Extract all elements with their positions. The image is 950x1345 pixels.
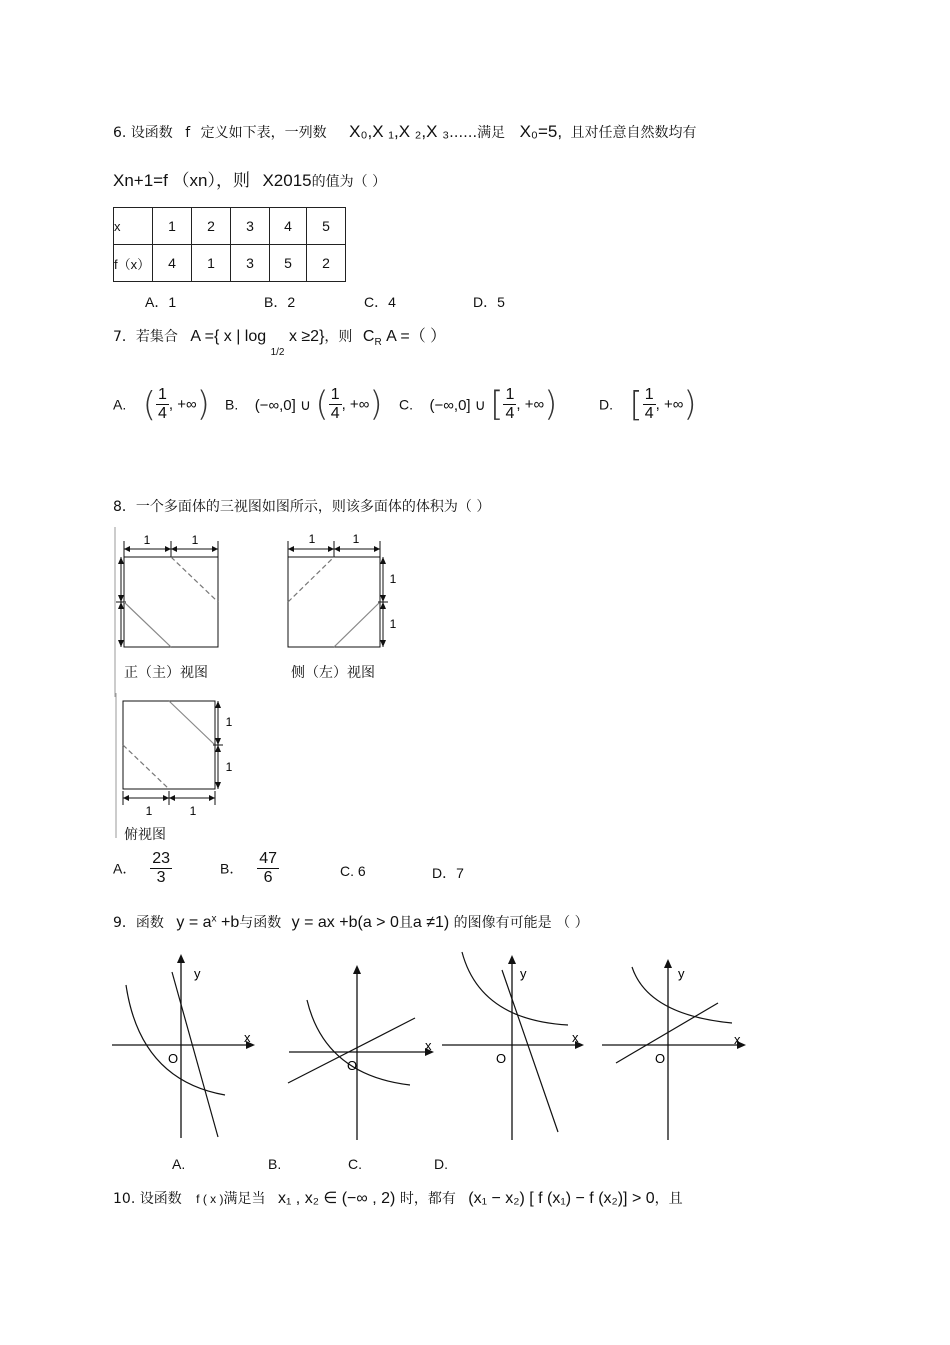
q7-label-c: C.: [399, 396, 413, 413]
q9-mid: 与函数: [239, 915, 282, 931]
q9-graph-d: [600, 955, 750, 1145]
dimension-label: 1: [145, 804, 153, 818]
table-cell: 4: [153, 245, 192, 282]
dimension-label: 1: [225, 760, 233, 774]
q8-top-label: 俯视图: [124, 827, 166, 843]
q7-infinity: , +∞: [341, 396, 370, 413]
dimension-label: 1: [189, 804, 197, 818]
axis-label-x: x: [734, 1032, 741, 1047]
q9-graph-a: [110, 950, 260, 1145]
q10-inequality: (x₁ − x₂) [ f (x₁) − f (x₂)] > 0: [468, 1190, 655, 1207]
q9-exponent: x: [211, 913, 217, 925]
q6-option-c: C．4: [364, 294, 396, 310]
q9-label-a: A.: [172, 1156, 186, 1172]
q10-stem: [113, 1188, 683, 1208]
q7-label-b: B.: [225, 396, 239, 413]
table-row: [114, 208, 346, 245]
q7-stem: [113, 323, 447, 358]
q7-fraction: $\frac{1}{4}$: [505, 386, 515, 422]
q10-tail: ，且: [654, 1191, 683, 1207]
q7-infinity: , +∞: [516, 396, 545, 413]
q10-when: 时，都有: [399, 1191, 456, 1207]
axis-label-y: y: [520, 966, 527, 981]
axis-label-y: y: [194, 966, 201, 981]
q8-option-a: A． $\frac{23}{3}$: [113, 850, 171, 886]
q7-label-a: A.: [113, 396, 127, 413]
dimension-label: 1: [352, 532, 360, 546]
q7-option-b: B. (−∞,0] ∪ ( $\frac{1}{4}$ , +∞): [225, 384, 383, 425]
table-cell: 1: [153, 208, 192, 245]
axis-label-x: x: [572, 1030, 579, 1045]
q6-suffix: ……满足: [449, 125, 506, 141]
q7-option-a: A. ( $\frac{1}{4}$ , +∞): [113, 384, 210, 425]
origin-label: O: [168, 1051, 179, 1066]
q9-label-c: C.: [348, 1156, 362, 1172]
q9-graph-c: [440, 950, 590, 1145]
q6-mid: 定义如下表，一列数: [200, 125, 327, 141]
q10-prefix: 10. 设函数: [113, 1191, 182, 1207]
q7-set-expr: A ={ x | log: [190, 328, 267, 345]
q7-option-d: D. [ $\frac{1}{4}$ , +∞): [599, 384, 697, 425]
table-cell: 1: [192, 245, 231, 282]
axis-label-x: x: [425, 1038, 432, 1053]
q9-label-b: B.: [268, 1156, 282, 1172]
q7-c-prefix: (−∞,0] ∪: [429, 396, 486, 414]
q7-complement: C: [362, 328, 375, 345]
q6-recurrence: Xn+1=f （xn），则: [113, 171, 251, 190]
table-cell: x: [114, 208, 153, 245]
dimension-label: 1: [308, 532, 316, 546]
table-cell: 3: [231, 245, 270, 282]
q6-option-b: B．2: [264, 294, 296, 310]
dimension-label: 1: [225, 715, 233, 729]
q9-suffix: 的图像有可能是 （ ）: [453, 915, 589, 931]
q7-set-tail: x ≥2}: [288, 328, 325, 345]
q9-stem: [113, 912, 589, 932]
q6-condition: X₀=5,: [519, 122, 563, 141]
q6-sequence: X₀,X ₁,X ₂,X ₃: [349, 122, 450, 141]
q7-then: ，则: [324, 329, 353, 345]
q9-prefix: 9．函数: [113, 915, 164, 931]
q10-mid: 满足当: [223, 1191, 266, 1207]
axis-label-x: x: [244, 1030, 251, 1045]
q7-comp-sub: R: [374, 337, 382, 348]
q6-prefix: 6. 设函数: [113, 125, 173, 141]
q8-top-view: [113, 693, 243, 843]
origin-label: O: [347, 1058, 358, 1073]
table-cell: f（x）: [114, 245, 153, 282]
q7-comp-tail: A =（ ）: [386, 328, 447, 345]
q9-expr2-tail: a ≠1): [412, 914, 450, 931]
q6-line2: [113, 166, 386, 191]
table-cell: 2: [307, 245, 346, 282]
axis-label-y: y: [678, 966, 685, 981]
q7-fraction: $\frac{1}{4}$: [644, 386, 654, 422]
q7-infinity: , +∞: [168, 396, 197, 413]
q7-option-c: C. (−∞,0] ∪ [ $\frac{1}{4}$ , +∞): [399, 384, 558, 425]
dimension-label: 1: [389, 617, 397, 631]
q9-expr1-tail: +b: [220, 914, 240, 931]
q7-b-prefix: (−∞,0] ∪: [254, 396, 311, 414]
q7-fraction: $\frac{1}{4}$: [157, 386, 167, 422]
dimension-label: 1: [143, 533, 151, 547]
origin-label: O: [655, 1051, 666, 1066]
q6-f: f: [185, 125, 191, 141]
q9-expr1: y = a: [176, 914, 212, 931]
q6-option-a: A．1: [145, 294, 177, 310]
q8-option-d: D．7: [432, 865, 464, 881]
table-cell: 5: [270, 245, 307, 282]
q6-x2015: X2015: [262, 171, 312, 190]
dimension-label: 1: [389, 572, 397, 586]
q8-front-label: 正（主）视图: [124, 665, 208, 681]
q9-expr2: y = ax +b(a > 0: [291, 914, 399, 931]
q8-side-view: [283, 527, 403, 657]
q6-function-table: [113, 207, 346, 282]
q10-fx: f ( x ): [196, 1192, 224, 1206]
q7-prefix: 7．若集合: [113, 329, 178, 345]
dimension-label: 1: [191, 533, 199, 547]
q7-fraction: $\frac{1}{4}$: [330, 386, 340, 422]
table-cell: 3: [231, 208, 270, 245]
q7-log-base: 1/2: [270, 347, 285, 358]
origin-label: O: [496, 1051, 507, 1066]
q6-line2-end: 的值为（ ）: [311, 174, 387, 190]
q7-label-d: D.: [599, 396, 613, 413]
q7-infinity: , +∞: [655, 396, 684, 413]
q10-vars: x₁ , x₂ ∈ (−∞ , 2): [277, 1190, 396, 1207]
table-row: [114, 245, 346, 282]
q9-label-d: D.: [434, 1156, 448, 1172]
q8-side-label: 侧（左）视图: [291, 665, 375, 681]
q9-graph-b: [285, 960, 440, 1145]
table-cell: 4: [270, 208, 307, 245]
q6-line1: [113, 122, 697, 142]
q6-end: 且对任意自然数均有: [570, 125, 697, 141]
table-cell: 2: [192, 208, 231, 245]
q9-and: 且: [398, 915, 413, 931]
q6-option-d: D．5: [473, 294, 505, 310]
q8-option-c: C. 6: [340, 863, 366, 879]
q8-option-b: B． $\frac{47}{6}$: [220, 850, 278, 886]
table-cell: 5: [307, 208, 346, 245]
q8-stem: 8．一个多面体的三视图如图所示，则该多面体的体积为（ ）: [113, 499, 491, 515]
